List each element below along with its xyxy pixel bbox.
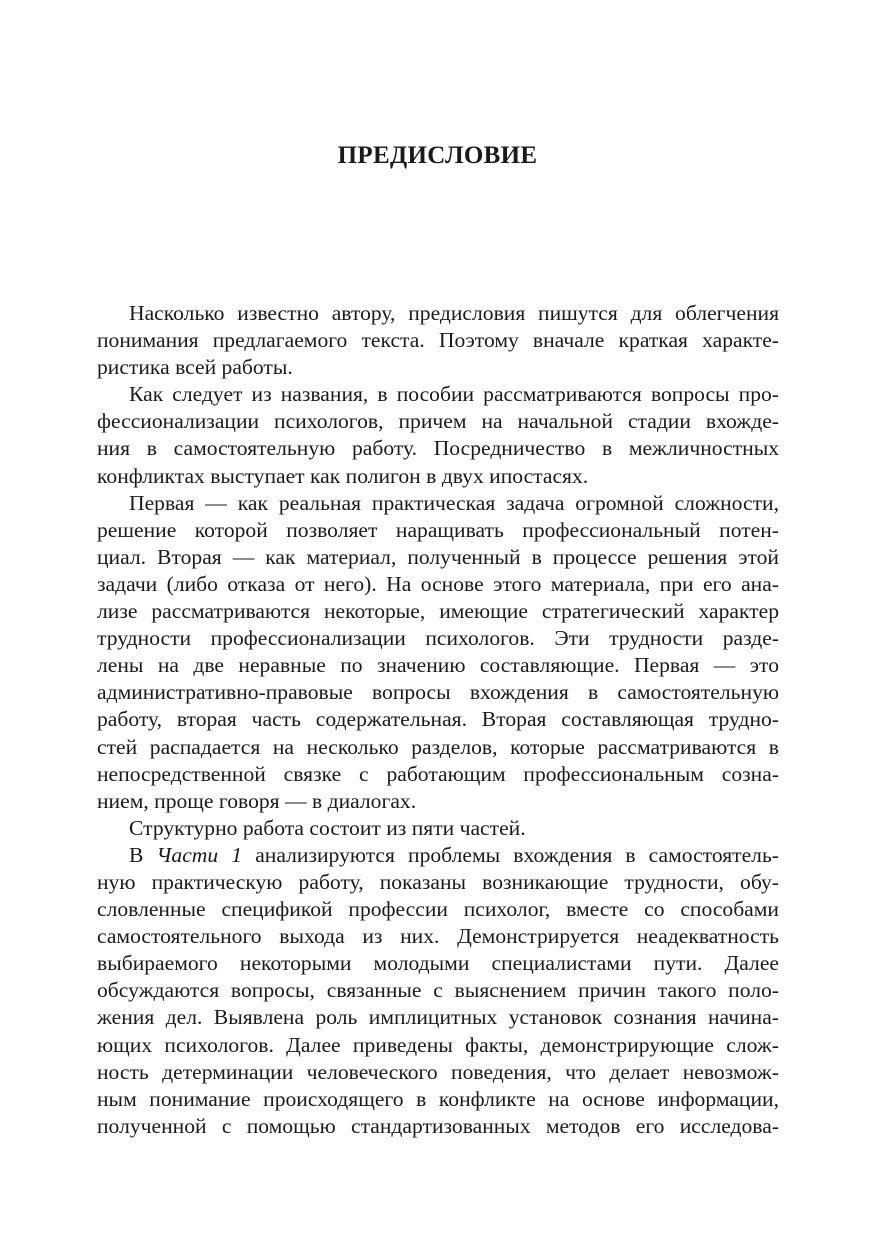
text-line: полученной с помощью стандартизованных методов его исследова- [97, 1113, 779, 1138]
text-line: ющих психологов. Далее приведены факты, демонстрирующие слож- [97, 1032, 779, 1057]
text-line: выбираемого некоторыми молодыми специалистами пути. Далее [97, 951, 779, 976]
text-line-mixed [97, 842, 779, 869]
text-line: ность детерминации человеческого поведения, что делает невозмож- [97, 1059, 779, 1084]
text-line: непосредственной связке с работающим профессиональным созна- [97, 761, 779, 786]
text-fragment: анализируются проблемы вхождения в самостоятель- [255, 842, 779, 867]
page-title: ПРЕДИСЛОВИЕ [337, 142, 538, 169]
text-line: нием, проще говоря — в диалогах. [97, 788, 417, 813]
part-reference: Части 1 [156, 842, 243, 867]
text-line: работу, вторая часть содержательная. Вторая составляющая трудно- [97, 707, 779, 732]
text-line: ристика всей работы. [97, 355, 293, 380]
text-line: Насколько известно автору, предисловия пишутся для облегчения [129, 301, 779, 325]
body-text [97, 300, 779, 1140]
text-line: лены на две неравные по значению составляющие. Первая — это [97, 653, 779, 678]
text-line: самостоятельного выхода из них. Демонстрируется неадекватность [97, 924, 779, 949]
text-line: ным понимание происходящего в конфликте на основе информации, [97, 1086, 779, 1111]
text-line: трудности профессионализации психологов. Эти трудности разде- [97, 626, 779, 651]
text-line: задачи (либо отказа от него). На основе этого материала, при его ана- [97, 571, 779, 596]
text-line: Как следует из названия, в пособии рассматриваются вопросы про- [129, 382, 779, 407]
text-line: ния в самостоятельную работу. Посредничество в межличностных [97, 436, 779, 461]
text-line: циал. Вторая — как материал, полученный в процессе решения этой [97, 544, 779, 569]
text-line: понимания предлагаемого текста. Поэтому вначале краткая характе- [97, 328, 779, 353]
text-line: жения дел. Выявлена роль имплицитных установок сознания начина- [97, 1005, 779, 1030]
text-line: ную практическую работу, показаны возникающие трудности, обу- [97, 869, 779, 894]
text-line: фессионализации психологов, причем на начальной стадии вхожде- [97, 409, 779, 434]
text-line: лизе рассматриваются некоторые, имеющие стратегический характер [97, 599, 779, 624]
text-fragment: В [129, 842, 144, 867]
text-line: Структурно работа состоит из пяти частей. [129, 815, 526, 840]
text-line: решение которой позволяет наращивать профессиональный потен- [97, 517, 779, 542]
text-line: словленные спецификой профессии психолог, вместе со способами [97, 897, 779, 922]
text-line: обсуждаются вопросы, связанные с выяснением причин такого поло- [97, 978, 779, 1003]
text-line: административно-правовые вопросы вхождения в самостоятельную [97, 680, 779, 705]
text-line: Первая — как реальная практическая задача огромной сложности, [129, 490, 779, 515]
text-line: конфликтах выступает как полигон в двух ипостасях. [97, 463, 589, 488]
text-line: стей распадается на несколько разделов, которые рассматриваются в [97, 734, 779, 759]
